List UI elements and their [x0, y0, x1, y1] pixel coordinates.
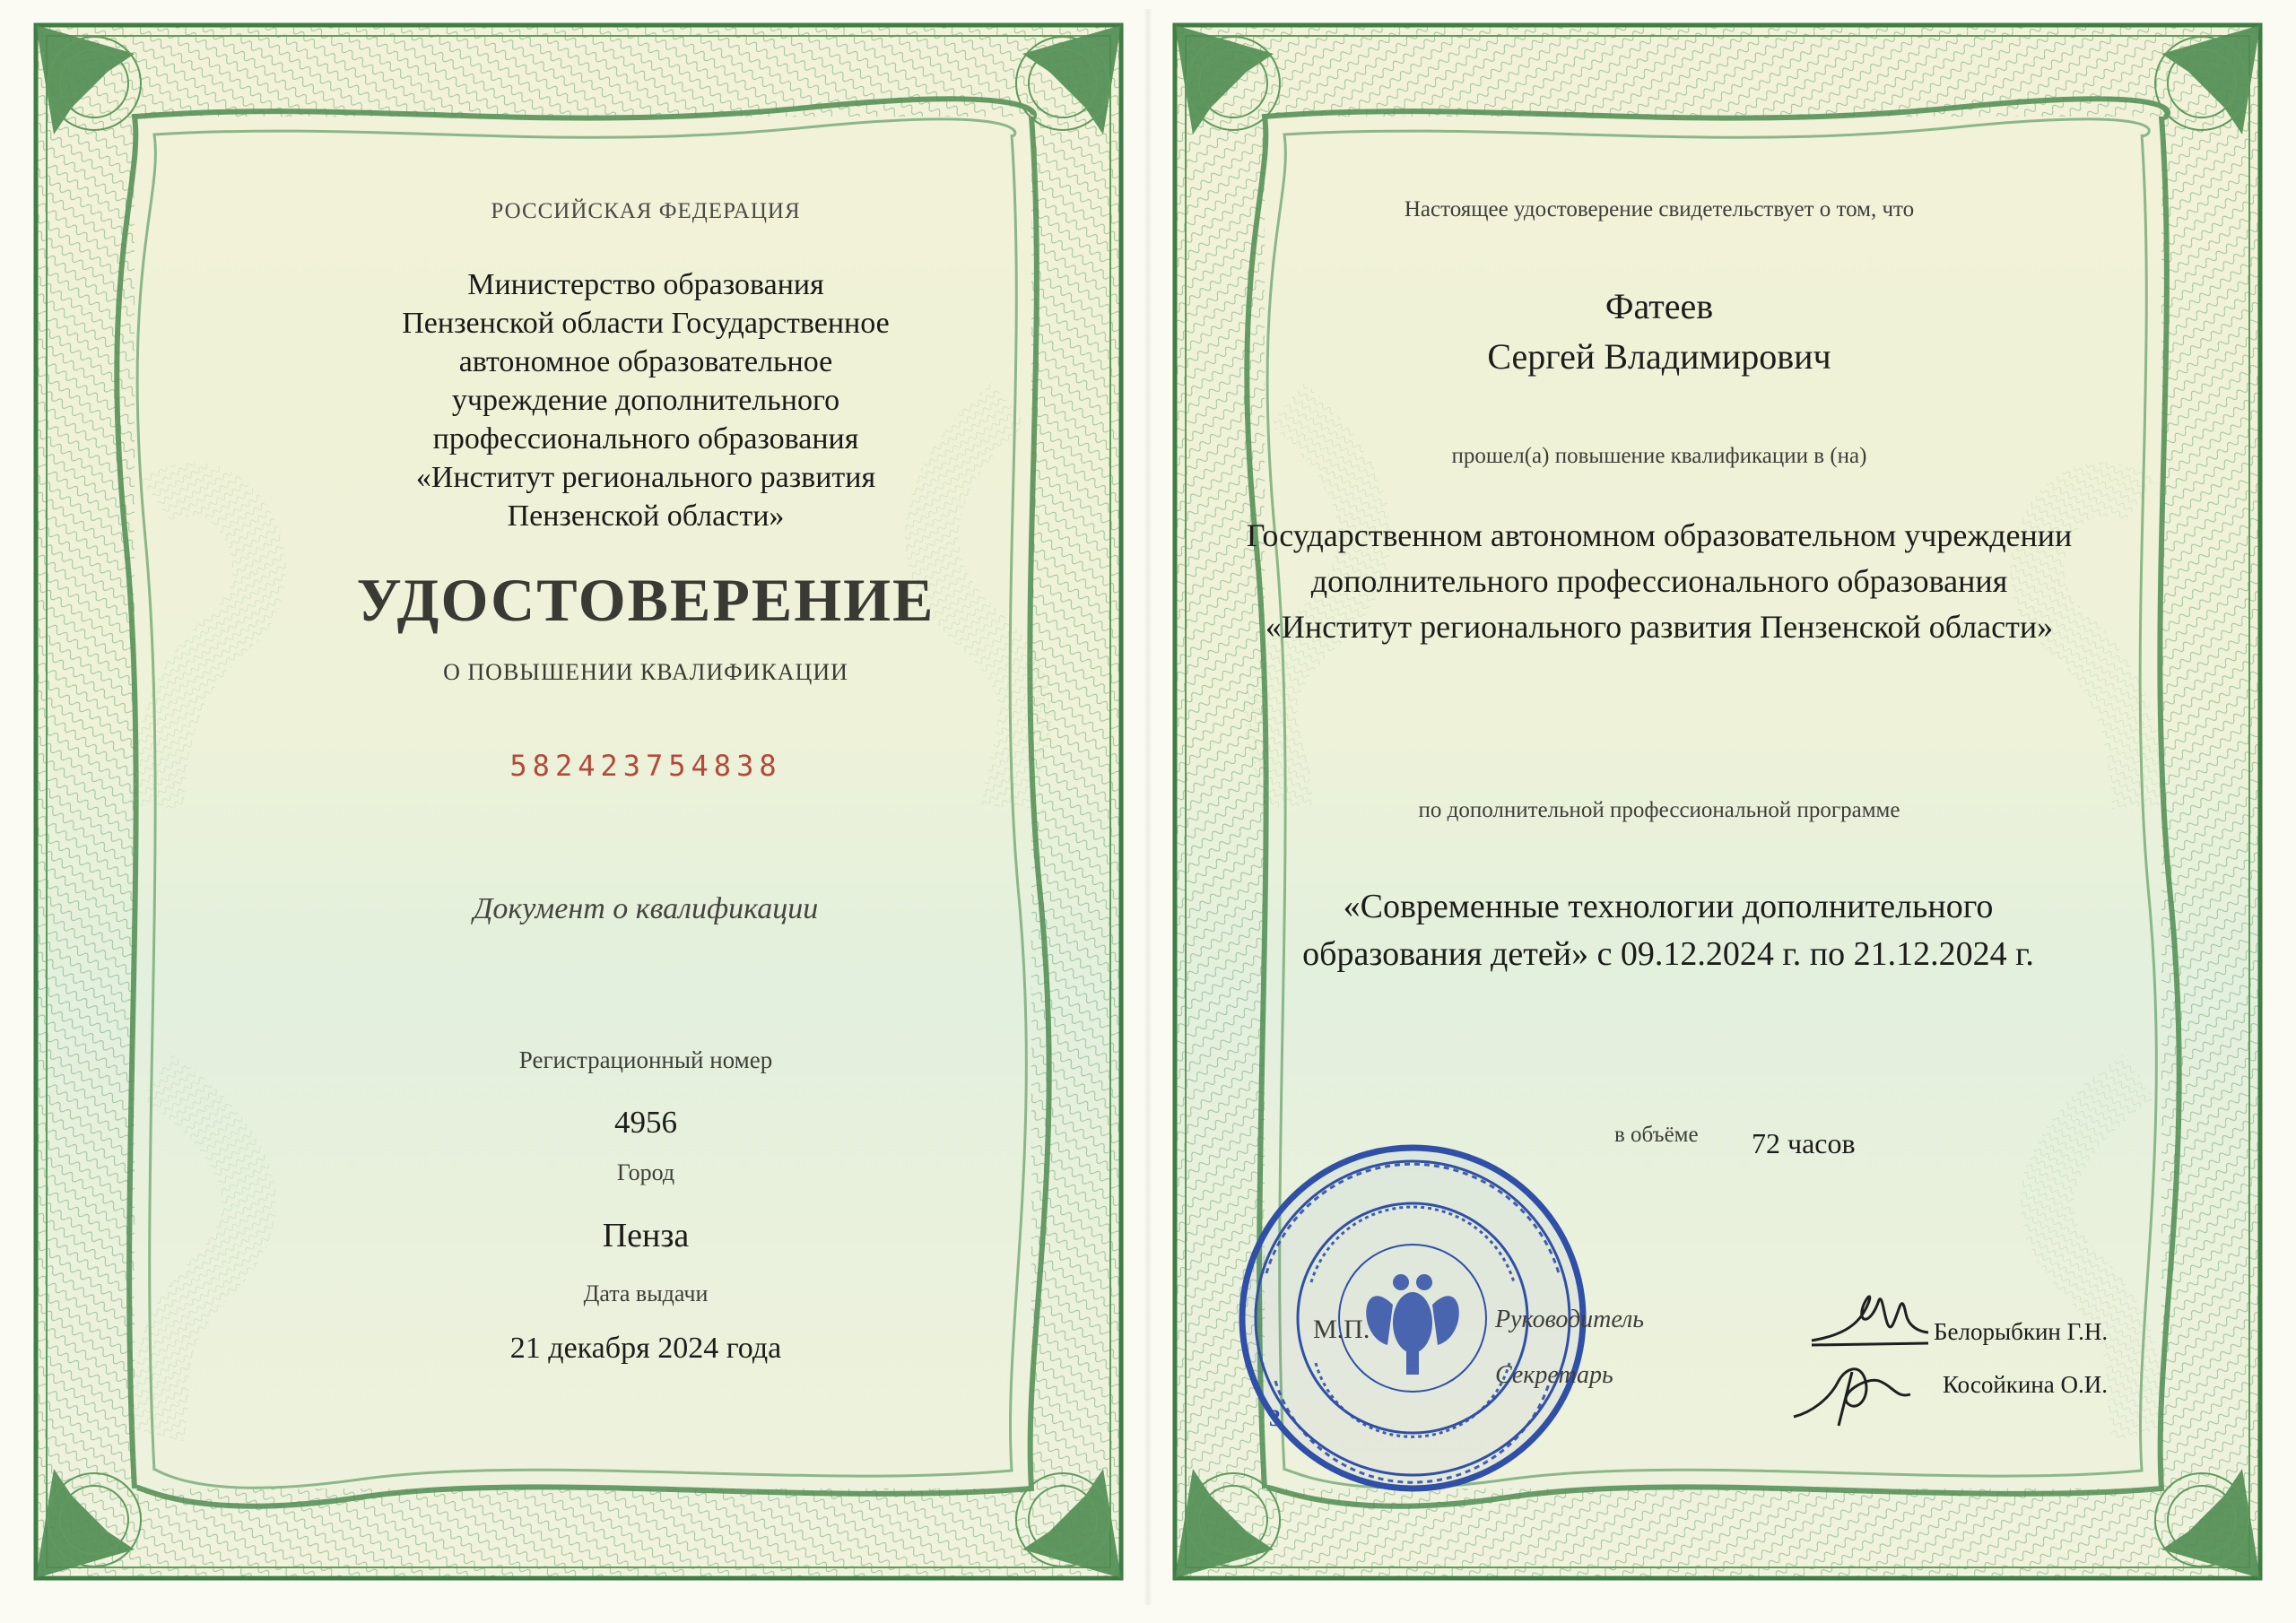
serial-number: 582423754838: [509, 749, 782, 783]
issue-date: 21 декабря 2024 года: [509, 1332, 782, 1365]
issue-date-label: Дата выдачи: [583, 1280, 709, 1306]
document-title: УДОСТОВЕРЕНИЕ: [356, 566, 935, 634]
organization-line: Государственном автономном образовательном учреждении: [1246, 517, 2073, 553]
issuer-line: автономное образовательное: [458, 345, 833, 378]
holder-surname: Фатеев: [1605, 286, 1714, 326]
city-label: Город: [616, 1159, 675, 1185]
passed-training-text: прошел(а) повышение квалификации в (на): [1451, 444, 1867, 468]
city-value: Пенза: [602, 1217, 690, 1254]
registration-number-label: Регистрационный номер: [518, 1046, 773, 1073]
issuer-organization: [269, 265, 1022, 535]
right-page: [1148, 0, 2296, 1623]
secretary-role-label: Секретарь: [1495, 1361, 1613, 1389]
head-name: Белорыбкин Г.Н.: [1934, 1318, 2109, 1345]
intro-text: Настоящее удостоверение свидетельствует о том, что: [1404, 197, 1915, 221]
issuer-line: Пензенской области»: [507, 499, 785, 533]
document-subtitle: О ПОВЫШЕНИИ КВАЛИФИКАЦИИ: [443, 659, 848, 685]
holder-given-names: Сергей Владимирович: [1487, 336, 1831, 377]
issuer-line: учреждение дополнительного: [451, 384, 840, 417]
issuer-line: Пензенской области Государственное: [402, 307, 890, 340]
issuer-line: Министерство образования: [467, 268, 824, 301]
issuer-line: «Институт регионального развития: [415, 461, 876, 494]
volume-hours: 72 часов: [1752, 1127, 1856, 1159]
country-label: РОССИЙСКАЯ ФЕДЕРАЦИЯ: [491, 199, 801, 223]
secretary-signature: [1794, 1369, 1910, 1426]
stamp-code: 3: [1269, 1405, 1281, 1431]
document-type: Документ о квалификации: [473, 892, 819, 925]
training-organization: [1229, 513, 2090, 650]
program-label: по дополнительной профессиональной программе: [1418, 798, 1900, 822]
registration-number: 4956: [614, 1105, 677, 1140]
program-line: «Современные технологии дополнительного: [1343, 888, 1994, 925]
volume-label: в объёме: [1614, 1123, 1699, 1147]
organization-line: «Институт регионального развития Пензенской области»: [1265, 609, 2054, 645]
program-line: образования детей» с 09.12.2024 г. по 21.12.2024 г.: [1302, 935, 2034, 973]
organization-line: дополнительного профессионального образования: [1310, 563, 2008, 599]
head-role-label: Руководитель: [1495, 1306, 1645, 1333]
secretary-name: Косойкина О.И.: [1943, 1371, 2109, 1398]
issuer-line: профессионального образования: [432, 422, 859, 456]
seal-place-mark: М.П.: [1313, 1315, 1370, 1344]
program-title: [1220, 883, 2117, 978]
head-signature: [1812, 1297, 1928, 1345]
